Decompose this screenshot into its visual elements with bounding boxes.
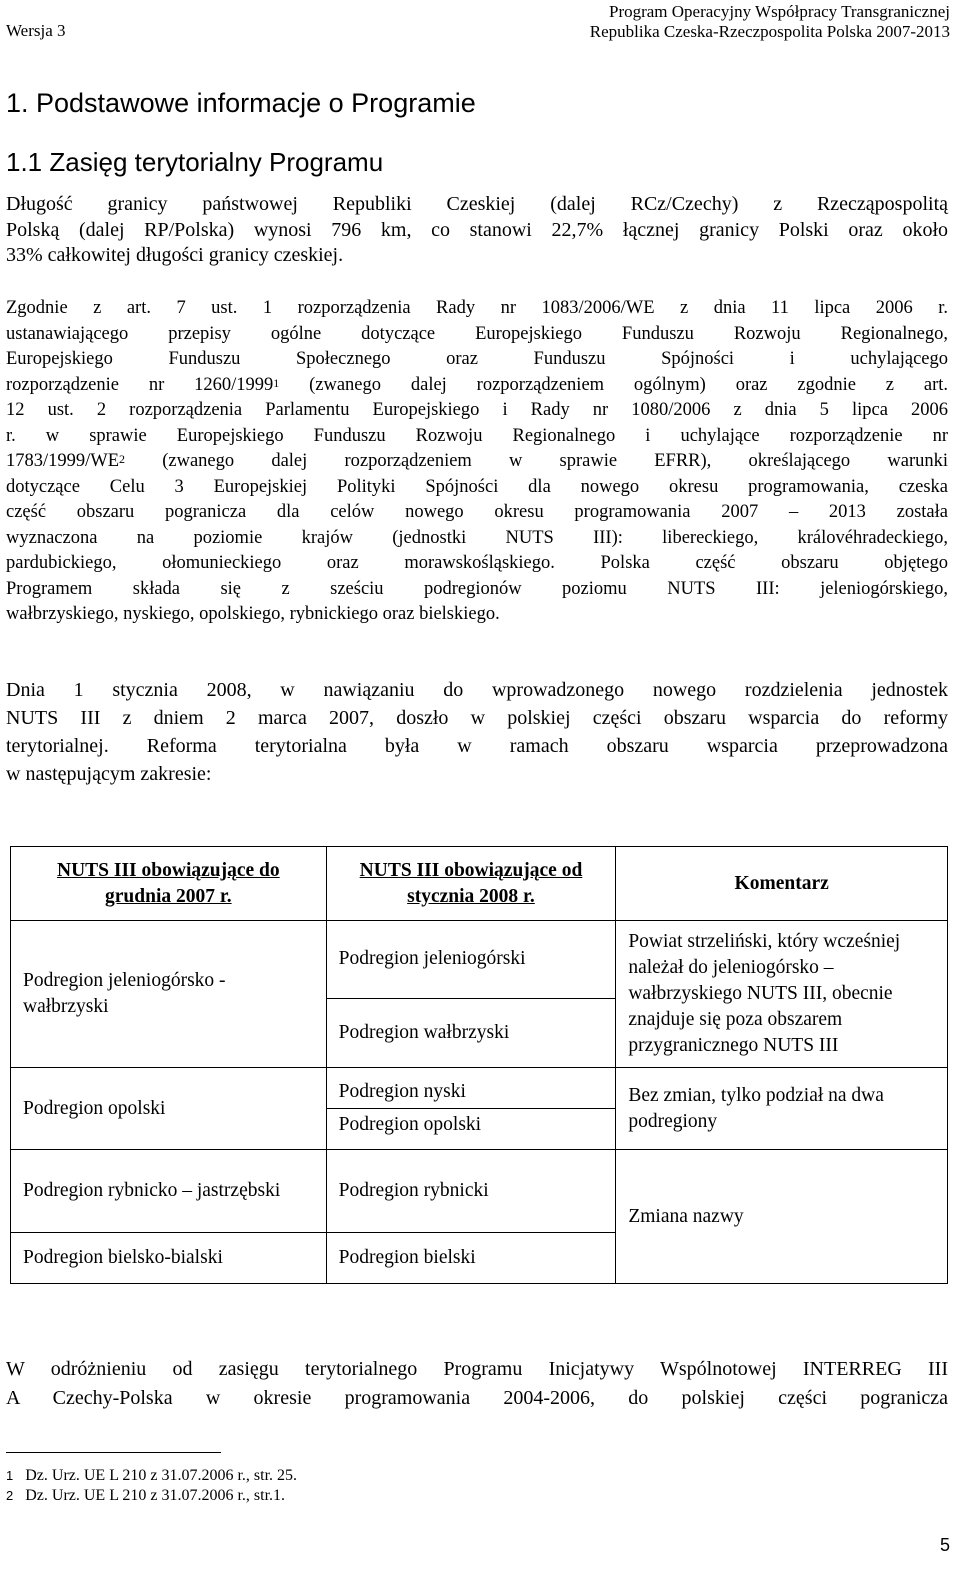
para2-text: rozporządzenie nr 1260/1999: [6, 374, 274, 395]
section-title: 1. Podstawowe informacje o Programie: [6, 88, 476, 118]
table-cell: [326, 1233, 616, 1284]
page-number: 5: [939, 1535, 950, 1555]
para2-line: dotyczące Celu 3 Europejskiej Polityki Spójności dla nowego okresu programowania, czeska: [6, 476, 948, 497]
nuts-comparison-table: [10, 846, 948, 1284]
cell-comment: Powiat strzeliński, który wcześniej należał do jeleniogórsko – wałbrzyskiego NUTS III, obecnie znajduje się poza obszarem przygranicznego NUTS III: [628, 931, 901, 1056]
table-cell: [11, 921, 327, 1068]
header-program-line2: Republika Czeska-Rzeczpospolita Polska 2007-2013: [589, 22, 950, 41]
cell-old: Podregion opolski: [23, 1097, 166, 1119]
cell-new: Podregion nyski: [338, 1081, 466, 1102]
bottom-line: W odróżnieniu od zasięgu terytorialnego Programu Inicjatywy Wspólnotowej INTERREG III: [6, 1358, 948, 1380]
para3-line: w następującym zakresie:: [6, 763, 212, 785]
para1-line: 33% całkowitej długości granicy czeskiej.: [6, 244, 344, 266]
footnote-text: Dz. Urz. UE L 210 z 31.07.2006 r., str.1.: [25, 1487, 286, 1504]
cell-old: Podregion jeleniogórsko - wałbrzyski: [23, 970, 226, 1017]
header-program: [590, 2, 950, 42]
footnote-ref-2[interactable]: 2: [119, 452, 126, 466]
cell-comment: Zmiana nazwy: [628, 1205, 744, 1227]
footnote-ref-1[interactable]: 1: [273, 375, 280, 390]
table-header-row: [11, 847, 948, 921]
subsection-title: 1.1 Zasięg terytorialny Programu: [6, 147, 384, 177]
cell-new: Podregion jeleniogórski: [338, 948, 526, 970]
table-row: [11, 1150, 948, 1233]
para3-line: Dnia 1 stycznia 2008, w nawiązaniu do wprowadzonego nowego rozdzielenia jednostek: [6, 679, 948, 701]
para2-line: 12 ust. 2 rozporządzenia Parlamentu Europejskiego i Rady nr 1080/2006 z dnia 5 lipca 2006: [6, 400, 948, 420]
table-cell: [616, 1150, 948, 1284]
paragraph-border-length: [6, 192, 948, 269]
para2-line: [6, 373, 948, 399]
header-program-line1: Program Operacyjny Współpracy Transgranicznej: [608, 2, 950, 21]
para2-text: (zwanego dalej rozporządzeniem ogólnym) oraz zgodnie z art.: [279, 374, 948, 395]
cell-new: Podregion opolski: [338, 1114, 482, 1135]
table-row: [11, 1068, 948, 1109]
footnote-separator: [6, 1452, 221, 1453]
table-cell: [11, 1233, 327, 1284]
para2-line: wyznaczona na poziomie krajów (jednostki NUTS III): libereckiego, královéhradeckiego,: [6, 527, 948, 548]
cell-new: Podregion wałbrzyski: [338, 1021, 510, 1043]
paragraph-legal-basis: [6, 296, 948, 628]
table-cell: [326, 1109, 616, 1150]
para2-line: Programem składa się z sześciu podregionów poziomu NUTS III: jeleniogórskiego,: [6, 578, 948, 599]
column-header-old: NUTS III obowiązujące do grudnia 2007 r.: [56, 859, 280, 907]
para2-text: 1783/1999/WE: [6, 451, 120, 471]
table-cell: [326, 921, 616, 999]
para1-line: Polską (dalej RP/Polska) wynosi 796 km, co stanowi 22,7% łącznej granicy Polski oraz około: [6, 218, 948, 241]
para2-line: część obszaru pogranicza dla celów nowego okresu programowania 2007 – 2013 została: [6, 502, 948, 522]
column-header-new: NUTS III obowiązujące od stycznia 2008 r.: [359, 859, 583, 907]
table-cell: [616, 921, 948, 1068]
table-row: [11, 921, 948, 999]
cell-comment: Bez zmian, tylko podział na dwa podregiony: [628, 1084, 884, 1132]
table-cell: [326, 998, 616, 1067]
cell-old: Podregion rybnicko – jastrzębski: [23, 1180, 281, 1201]
table-cell: [11, 1150, 327, 1233]
cell-new: Podregion bielski: [338, 1247, 476, 1268]
footnote-2: [6, 1486, 285, 1506]
para3-line: NUTS III z dniem 2 marca 2007, doszło w polskiej części obszaru wsparcia do reformy: [6, 707, 948, 729]
footnote-number: 1: [6, 1468, 14, 1483]
table-cell: [616, 1068, 948, 1150]
table-header-cell: [616, 847, 948, 921]
para2-line: ustanawiającego przepisy ogólne dotyczące Europejskiego Funduszu Rozwoju Regionalnego,: [6, 323, 948, 344]
para2-line: pardubickiego, ołomunieckiego oraz morawskośląskiego. Polska część obszaru objętego: [6, 553, 948, 573]
table-cell: [326, 1150, 616, 1233]
bottom-line: A Czechy-Polska w okresie programowania 2004-2006, do polskiej części pogranicza: [6, 1387, 948, 1409]
table-header-cell: [326, 847, 616, 921]
para2-line: [6, 449, 948, 475]
table-cell: [11, 1068, 327, 1150]
footnote-1: [6, 1466, 297, 1486]
header-version: Wersja 3: [6, 21, 66, 40]
footnote-number: 2: [6, 1488, 14, 1503]
para2-line: wałbrzyskiego, nyskiego, opolskiego, rybnickiego oraz bielskiego.: [6, 604, 500, 624]
table-header-cell: [11, 847, 327, 921]
table-cell: [326, 1068, 616, 1109]
paragraph-interreg: [6, 1355, 948, 1413]
para2-line: r. w sprawie Europejskiego Funduszu Rozwoju Regionalnego i uchylające rozporządzenie nr: [6, 425, 948, 446]
para1-line: Długość granicy państwowej Republiki Czeskiej (dalej RCz/Czechy) z Rzecząpospolitą: [6, 193, 948, 215]
para3-line: terytorialnej. Reforma terytorialna była w ramach obszaru wsparcia przeprowadzona: [6, 735, 948, 757]
cell-old: Podregion bielsko-bialski: [23, 1247, 223, 1268]
column-header-comment: Komentarz: [734, 872, 829, 894]
para2-line: Europejskiego Funduszu Społecznego oraz Funduszu Spójności i uchylającego: [6, 349, 948, 369]
para2-line: Zgodnie z art. 7 ust. 1 rozporządzenia Rady nr 1083/2006/WE z dnia 11 lipca 2006 r.: [6, 298, 948, 318]
paragraph-reform: [6, 676, 948, 788]
cell-new: Podregion rybnicki: [338, 1180, 489, 1201]
para2-text: (zwanego dalej rozporządzeniem w sprawie EFRR), określającego warunki: [125, 451, 948, 471]
footnote-text: Dz. Urz. UE L 210 z 31.07.2006 r., str. 25.: [25, 1467, 298, 1484]
